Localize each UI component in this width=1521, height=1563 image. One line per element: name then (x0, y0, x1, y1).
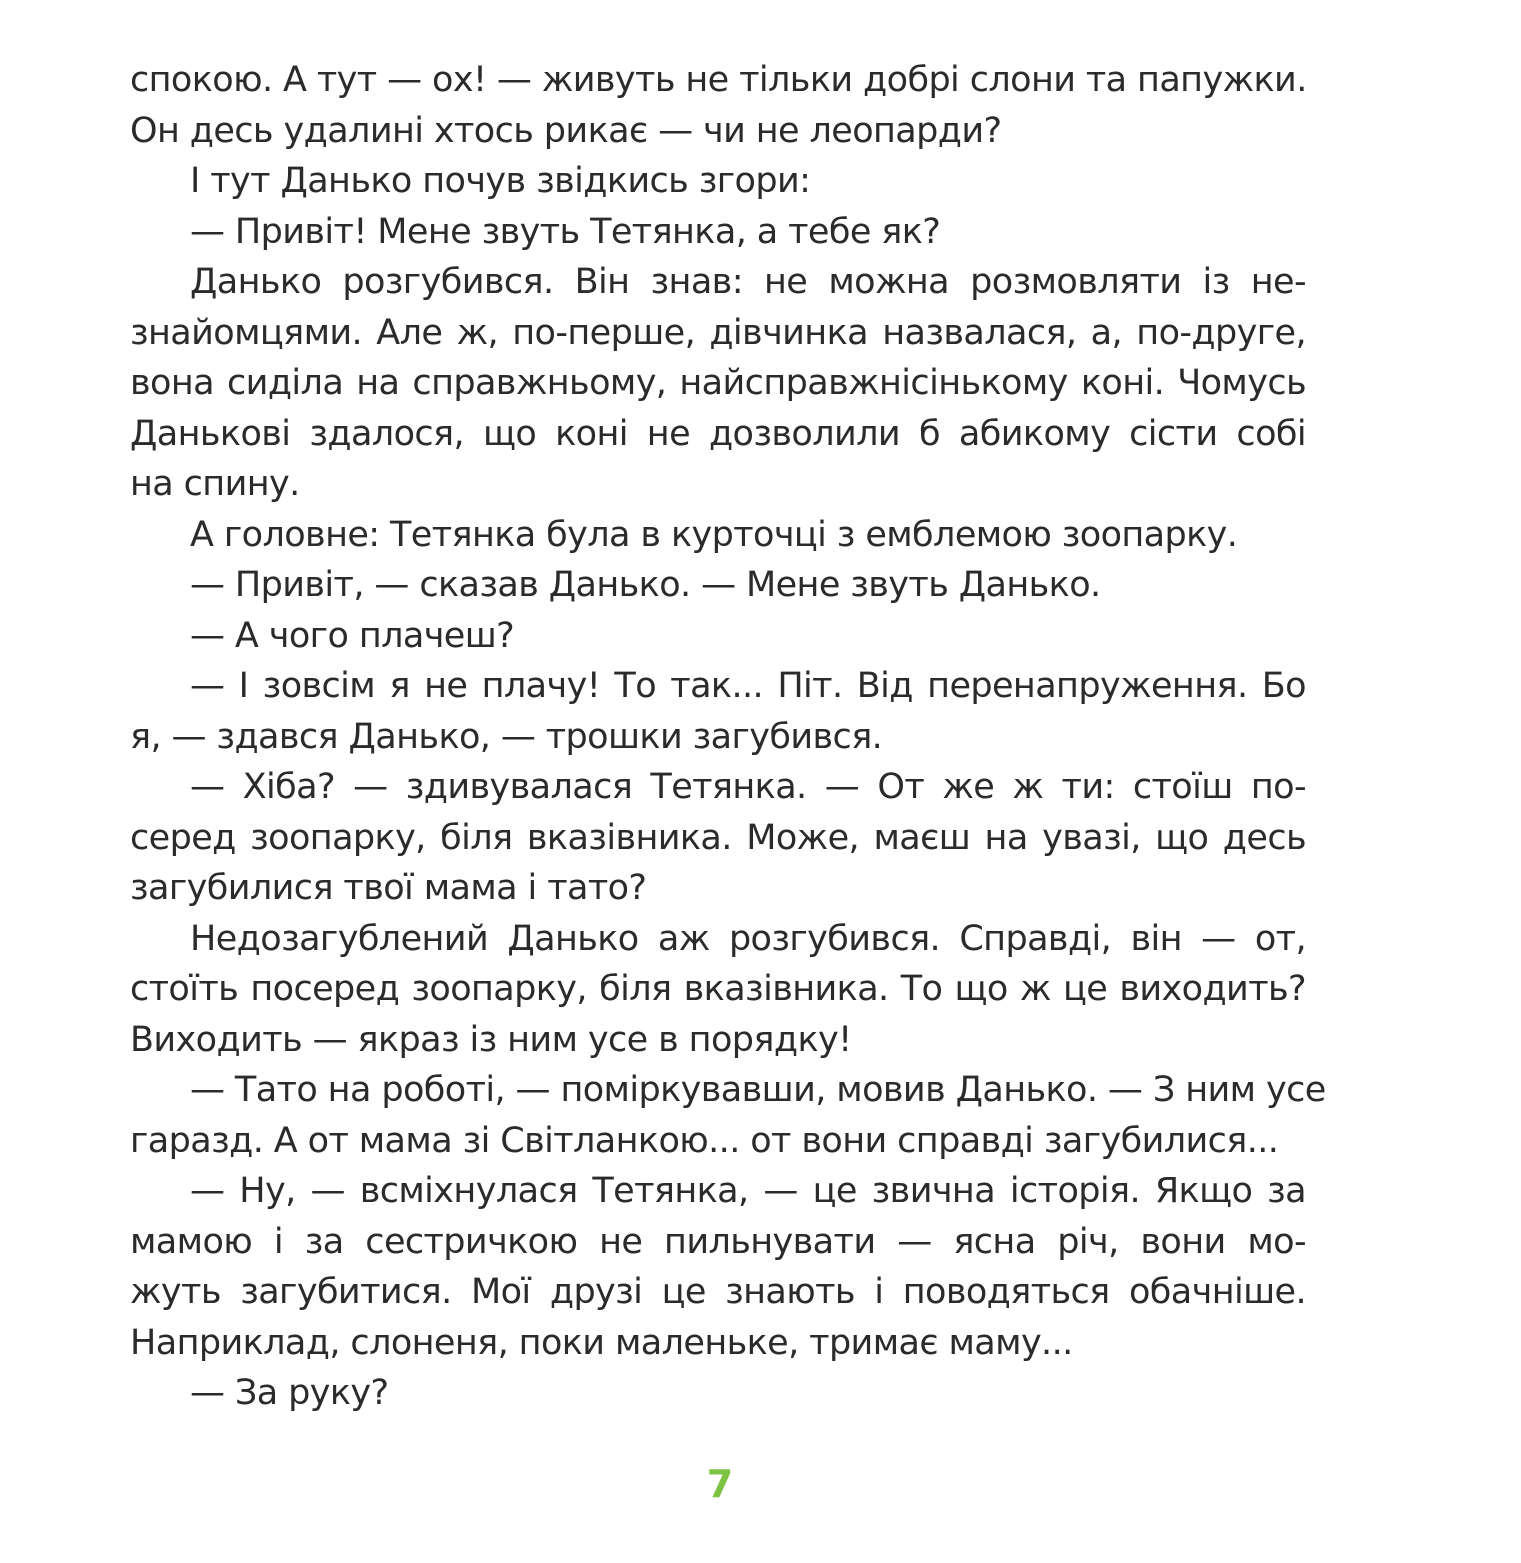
text-line: — Ну, — всміхнулася Тетянка, — це звична історія. Якщо за (190, 1171, 1306, 1211)
text-line: — Тато на роботі, — поміркувавши, мовив Данько. — З ним усе (190, 1070, 1326, 1110)
text-line: І тут Данько почув звідкись згори: (190, 161, 811, 201)
text-line: — За руку? (190, 1373, 389, 1413)
text-line: Данькові здалося, що коні не дозволили б абикому сісти собі (130, 413, 1306, 454)
text-line: — Привіт! Мене звуть Тетянка, а тебе як? (190, 211, 941, 252)
text-line: Данько розгубився. Він знав: не можна розмовляти із не- (190, 262, 1306, 302)
text-line: А головне: Тетянка була в курточці з емблемою зоопарку. (190, 514, 1238, 555)
text-line: гаразд. А от мама зі Світланкою... от вони справді загубилися... (130, 1120, 1279, 1161)
text-line: вона сиділа на справжньому, найсправжнісінькому коні. Чомусь (130, 363, 1306, 403)
text-line: Он десь удалині хтось рикає — чи не леопарди? (130, 110, 1002, 151)
text-line: знайомцями. Але ж, по-перше, дівчинка назвалася, а, по-друге, (130, 312, 1306, 353)
text-line: я, — здався Данько, — трошки загубився. (130, 716, 883, 757)
text-line: стоїть посеред зоопарку, біля вказівника. То що ж це виходить? (130, 969, 1306, 1009)
text-line: — Привіт, — сказав Данько. — Мене звуть Данько. (190, 565, 1101, 605)
body-text (130, 55, 1326, 1419)
text-line: на спину. (130, 464, 300, 504)
text-line: Виходить — якраз із ним усе в порядку! (130, 1019, 852, 1060)
text-line: Наприклад, слоненя, поки маленьке, тримає маму... (130, 1322, 1073, 1363)
text-line: серед зоопарку, біля вказівника. Може, маєш на увазі, що десь (130, 817, 1306, 858)
text-line: Недозагублений Данько аж розгубився. Справді, він — от, (190, 918, 1306, 959)
text-line: — А чого плачеш? (190, 615, 515, 656)
text-line: жуть загубитися. Мої друзі це знають і поводяться обачніше. (130, 1272, 1306, 1312)
text-line: — І зовсім я не плачу! То так... Піт. Від перенапруження. Бо (190, 666, 1306, 706)
text-line: — Хіба? — здивувалася Тетянка. — От же ж ти: стоїш по- (190, 767, 1306, 807)
text-line: спокою. А тут — ох! — живуть не тільки добрі слони та папужки. (130, 60, 1307, 100)
page-number: 7 (706, 1462, 734, 1506)
text-line: мамою і за сестричкою не пильнувати — ясна річ, вони мо- (130, 1221, 1306, 1262)
text-line: загубилися твої мама і тато? (130, 868, 647, 908)
